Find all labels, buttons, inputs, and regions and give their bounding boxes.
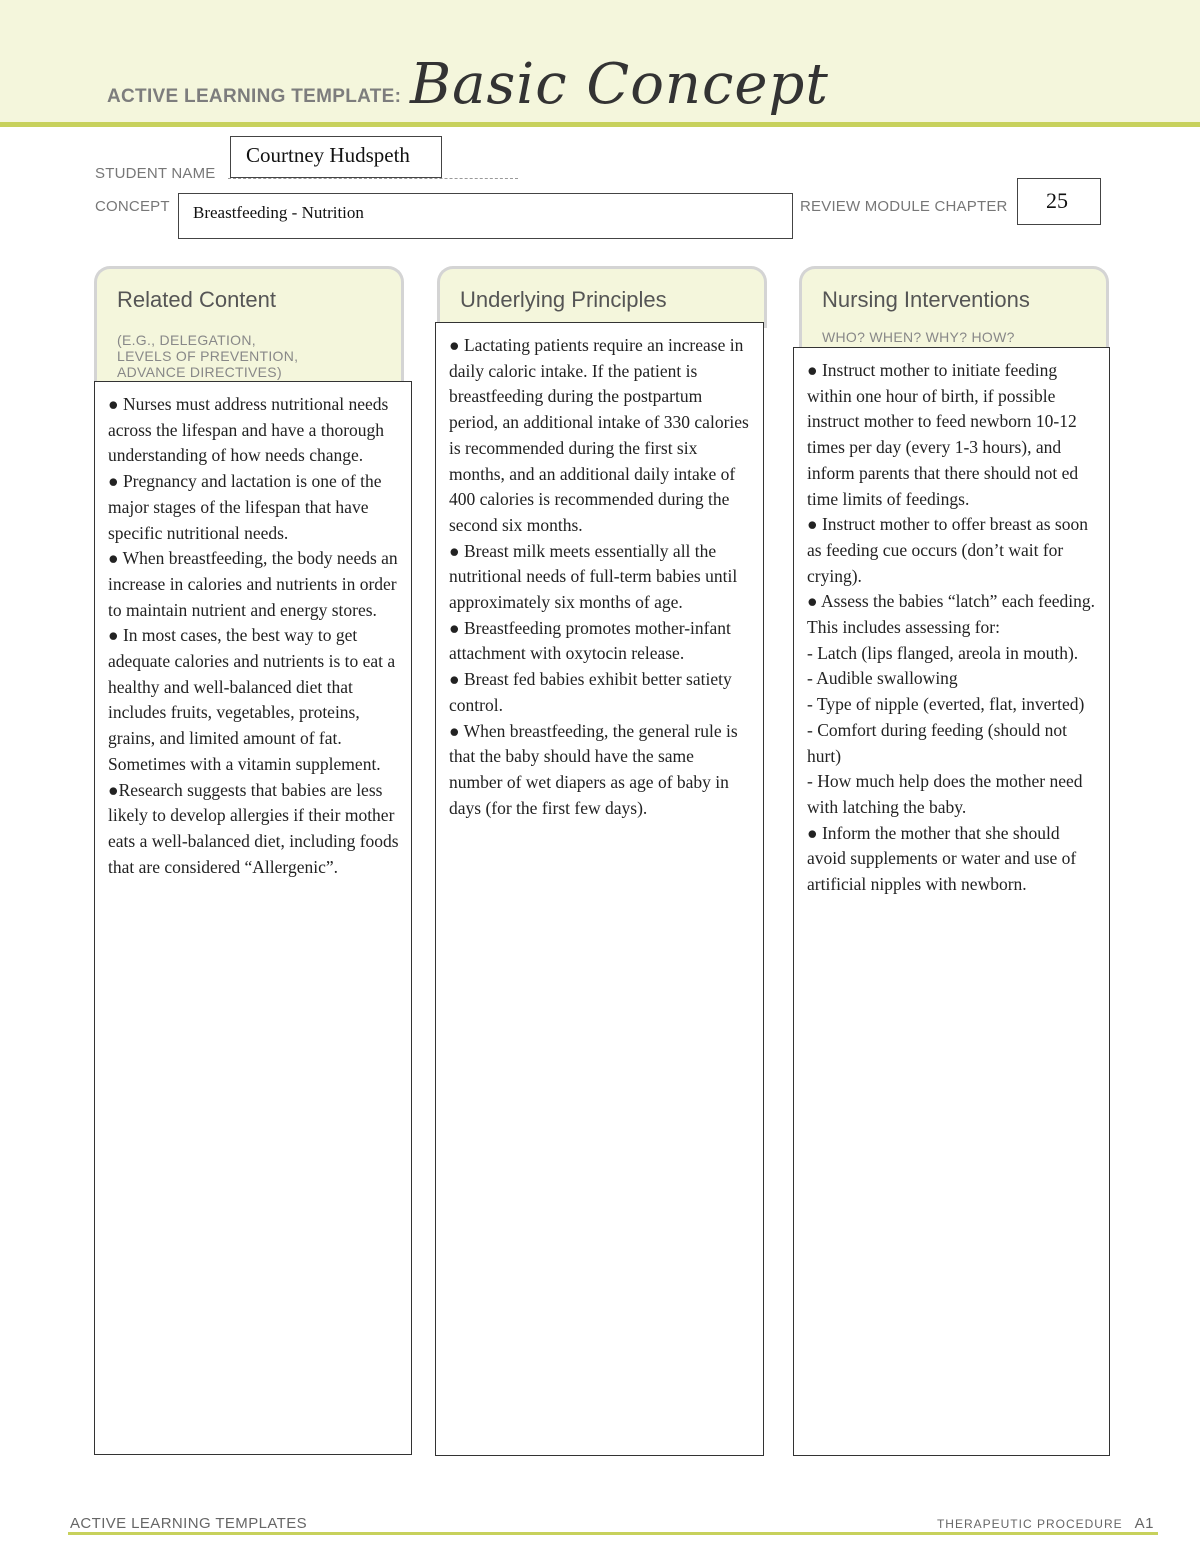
footer-divider xyxy=(68,1532,1158,1535)
list-item: ● Instruct mother to offer breast as soon as feeding cue occurs (don’t wait for crying). xyxy=(807,514,1088,586)
footer-page-code: A1 xyxy=(1134,1515,1154,1532)
list-item: ● In most cases, the best way to get adequate calories and nutrients is to eat a healthy and well-balanced diet that includes fruits, vegetables, proteins, grains, and limited amount of fat. Sometimes with a vitamin supplement. xyxy=(108,625,396,774)
list-item: - Audible swallowing xyxy=(807,668,958,689)
list-item: ● Instruct mother to initiate feeding within one hour of birth, if possible instruct mother to feed newborn 10-12 times per day (every 1-3 hours), and inform parents that there should not ed time limits of feedings. xyxy=(807,360,1079,509)
list-item: ● Inform the mother that she should avoid supplements or water and use of artificial nipples with newborn. xyxy=(807,822,1077,895)
related-content-subtitle-line: LEVELS OF PREVENTION, xyxy=(117,348,299,364)
nursing-interventions-title: Nursing Interventions xyxy=(822,287,1030,312)
list-item: ● Nurses must address nutritional needs across the lifespan and have a thorough understanding of how needs change. xyxy=(108,394,389,466)
underlying-principles-header xyxy=(437,266,767,328)
review-module-chapter-label: REVIEW MODULE CHAPTER xyxy=(800,198,1008,215)
list-item: - How much help does the mother need with latching the baby. xyxy=(807,771,1083,817)
footer-section-label: THERAPEUTIC PROCEDURE xyxy=(936,1517,1123,1531)
list-item: ● Assess the babies “latch” each feeding. This includes assessing for: xyxy=(807,591,1096,638)
list-item: ●Research suggests that babies are less likely to develop allergies if their mother eats a well-balanced diet, including foods that are considered “Allergenic”. xyxy=(108,779,399,877)
concept-field[interactable]: Breastfeeding - Nutrition xyxy=(178,193,793,239)
list-item: ● Lactating patients require an increase in daily caloric intake. If the patient is breastfeeding during the postpartum period, an additional intake of 330 calories is recommended during the first six months, and an additional daily intake of 400 calories is recommended during the second six months. xyxy=(449,335,749,535)
related-content-subtitle-line: ADVANCE DIRECTIVES) xyxy=(117,364,282,380)
underlying-principles-box[interactable] xyxy=(435,322,764,1456)
list-item: ● When breastfeeding, the body needs an increase in calories and nutrients in order to maintain nutrient and energy stores. xyxy=(108,548,398,620)
related-content-header xyxy=(94,266,404,382)
nursing-interventions-box[interactable] xyxy=(793,347,1110,1456)
footer-left-label: ACTIVE LEARNING TEMPLATES xyxy=(70,1515,307,1532)
list-item: ● Pregnancy and lactation is one of the major stages of the lifespan that have specific nutritional needs. xyxy=(108,471,382,543)
chapter-field[interactable]: 25 xyxy=(1017,178,1101,225)
list-item: - Type of nipple (everted, flat, inverted) xyxy=(807,694,1085,715)
header-divider xyxy=(0,122,1200,127)
student-name-underline xyxy=(228,178,518,179)
nursing-interventions-header xyxy=(799,266,1109,350)
underlying-principles-title: Underlying Principles xyxy=(460,287,667,312)
related-content-title: Related Content xyxy=(117,287,276,312)
list-item: - Latch (lips flanged, areola in mouth). xyxy=(807,642,1079,663)
related-content-box[interactable] xyxy=(94,381,412,1455)
nursing-interventions-subtitle: WHO? WHEN? WHY? HOW? xyxy=(822,329,1015,345)
list-item: ● Breastfeeding promotes mother-infant attachment with oxytocin release. xyxy=(449,617,731,664)
student-name-field[interactable]: Courtney Hudspeth xyxy=(230,136,442,178)
list-item: - Comfort during feeding (should not hurt) xyxy=(807,719,1068,766)
related-content-subtitle-line: (E.G., DELEGATION, xyxy=(117,332,256,348)
footer-right xyxy=(937,1515,1154,1532)
concept-label: CONCEPT xyxy=(95,198,170,215)
related-content-subtitle xyxy=(117,332,298,380)
template-label: ACTIVE LEARNING TEMPLATE: xyxy=(107,86,402,107)
student-name-label: STUDENT NAME xyxy=(95,165,216,182)
list-item: ● When breastfeeding, the general rule is that the baby should have the same number of wet diapers as age of baby in days (for the first few days). xyxy=(449,720,738,818)
template-title: Basic Concept xyxy=(410,52,829,117)
list-item: ● Breast milk meets essentially all the nutritional needs of full-term babies until approximately six months of age. xyxy=(449,540,738,613)
list-item: ● Breast fed babies exhibit better satiety control. xyxy=(449,669,732,715)
